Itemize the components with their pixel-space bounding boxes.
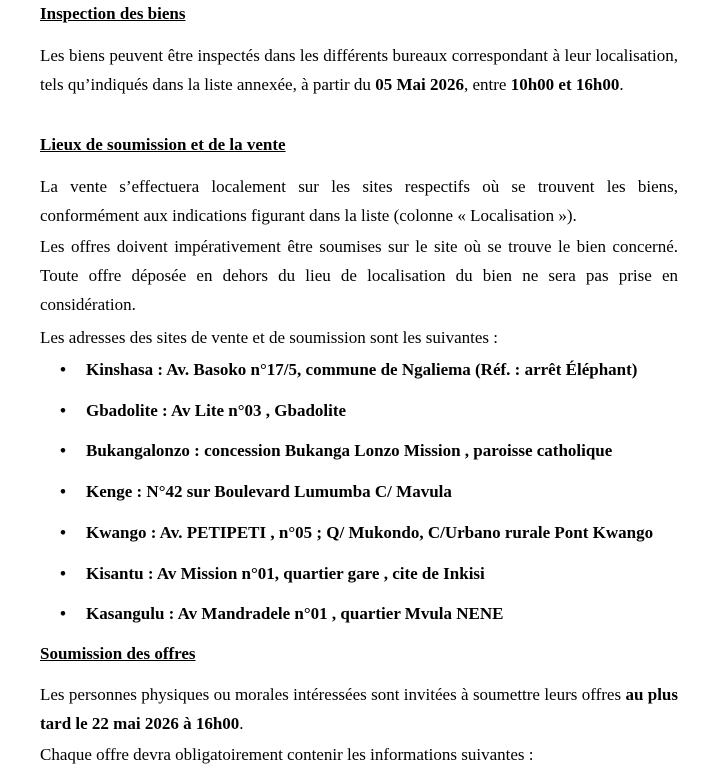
inspection-text-1: Les biens peuvent être inspectés dans les différents bureaux correspondant à leur localisation, tels qu’indiqués dans la liste annexée, à partir du [40,46,678,94]
soumission-deadline: au plus tard le 22 mai 2026 à 16h00 [40,685,678,733]
inspection-paragraph [40,41,678,99]
site-list-item [60,401,346,421]
heading-inspection: Inspection des biens [40,4,186,23]
bullet-icon: • [60,360,66,379]
site-list-item [60,564,485,584]
lieux-paragraph-1: La vente s’effectuera localement sur les sites respectifs où se trouvent les biens, conformément aux indications figurant dans la liste (colonne « Localisation »). [40,177,678,225]
site-address: Kenge : N°42 sur Boulevard Lumumba C/ Mavula [86,482,452,501]
inspection-hours: 10h00 et 16h00 [510,75,620,94]
site-list-item [60,482,452,502]
soumission-text-2: . [239,714,244,733]
soumission-text-1: Les personnes physiques ou morales intéressées sont invitées à soumettre leurs offres [40,685,626,704]
bullet-icon: • [60,564,66,583]
site-address: Gbadolite : Av Lite n°03 , Gbadolite [86,401,347,420]
soumission-paragraph-1 [40,680,678,738]
site-list-item [60,604,504,624]
heading-lieux: Lieux de soumission et de la vente [40,135,286,154]
inspection-text-2: , entre [463,75,511,94]
bullet-icon: • [60,604,66,623]
site-address: Kasangulu : Av Mandradele n°01 , quartier Mvula NENE [86,604,504,623]
bullet-icon: • [60,401,66,420]
site-address: Bukangalonzo : concession Bukanga Lonzo Mission , paroisse catholique [86,441,613,460]
inspection-text-3: . [619,75,624,94]
bullet-icon: • [60,523,66,542]
site-list-item [60,360,637,380]
site-address: Kinshasa : Av. Basoko n°17/5, commune de Ngaliema (Réf. : arrêt Éléphant) [86,360,638,379]
lieux-paragraph-2: Les offres doivent impérativement être soumises sur le site où se trouve le bien concerné. Toute offre déposée en dehors du lieu de localisation du bien ne sera pas prise en considération. [40,237,678,314]
bullet-icon: • [60,441,66,460]
site-address: Kisantu : Av Mission n°01, quartier gare , cite de Inkisi [86,564,485,583]
heading-soumission: Soumission des offres [40,644,196,663]
site-address: Kwango : Av. PETIPETI , n°05 ; Q/ Mukondo, C/Urbano rurale Pont Kwango [86,523,654,542]
bullet-icon: • [60,482,66,501]
site-list-item [60,523,653,543]
site-list-item [60,441,612,461]
inspection-date-start: 05 Mai 2026 [375,75,464,94]
soumission-paragraph-2: Chaque offre devra obligatoirement contenir les informations suivantes : [40,745,534,764]
lieux-paragraph-3: Les adresses des sites de vente et de soumission sont les suivantes : [40,328,498,347]
